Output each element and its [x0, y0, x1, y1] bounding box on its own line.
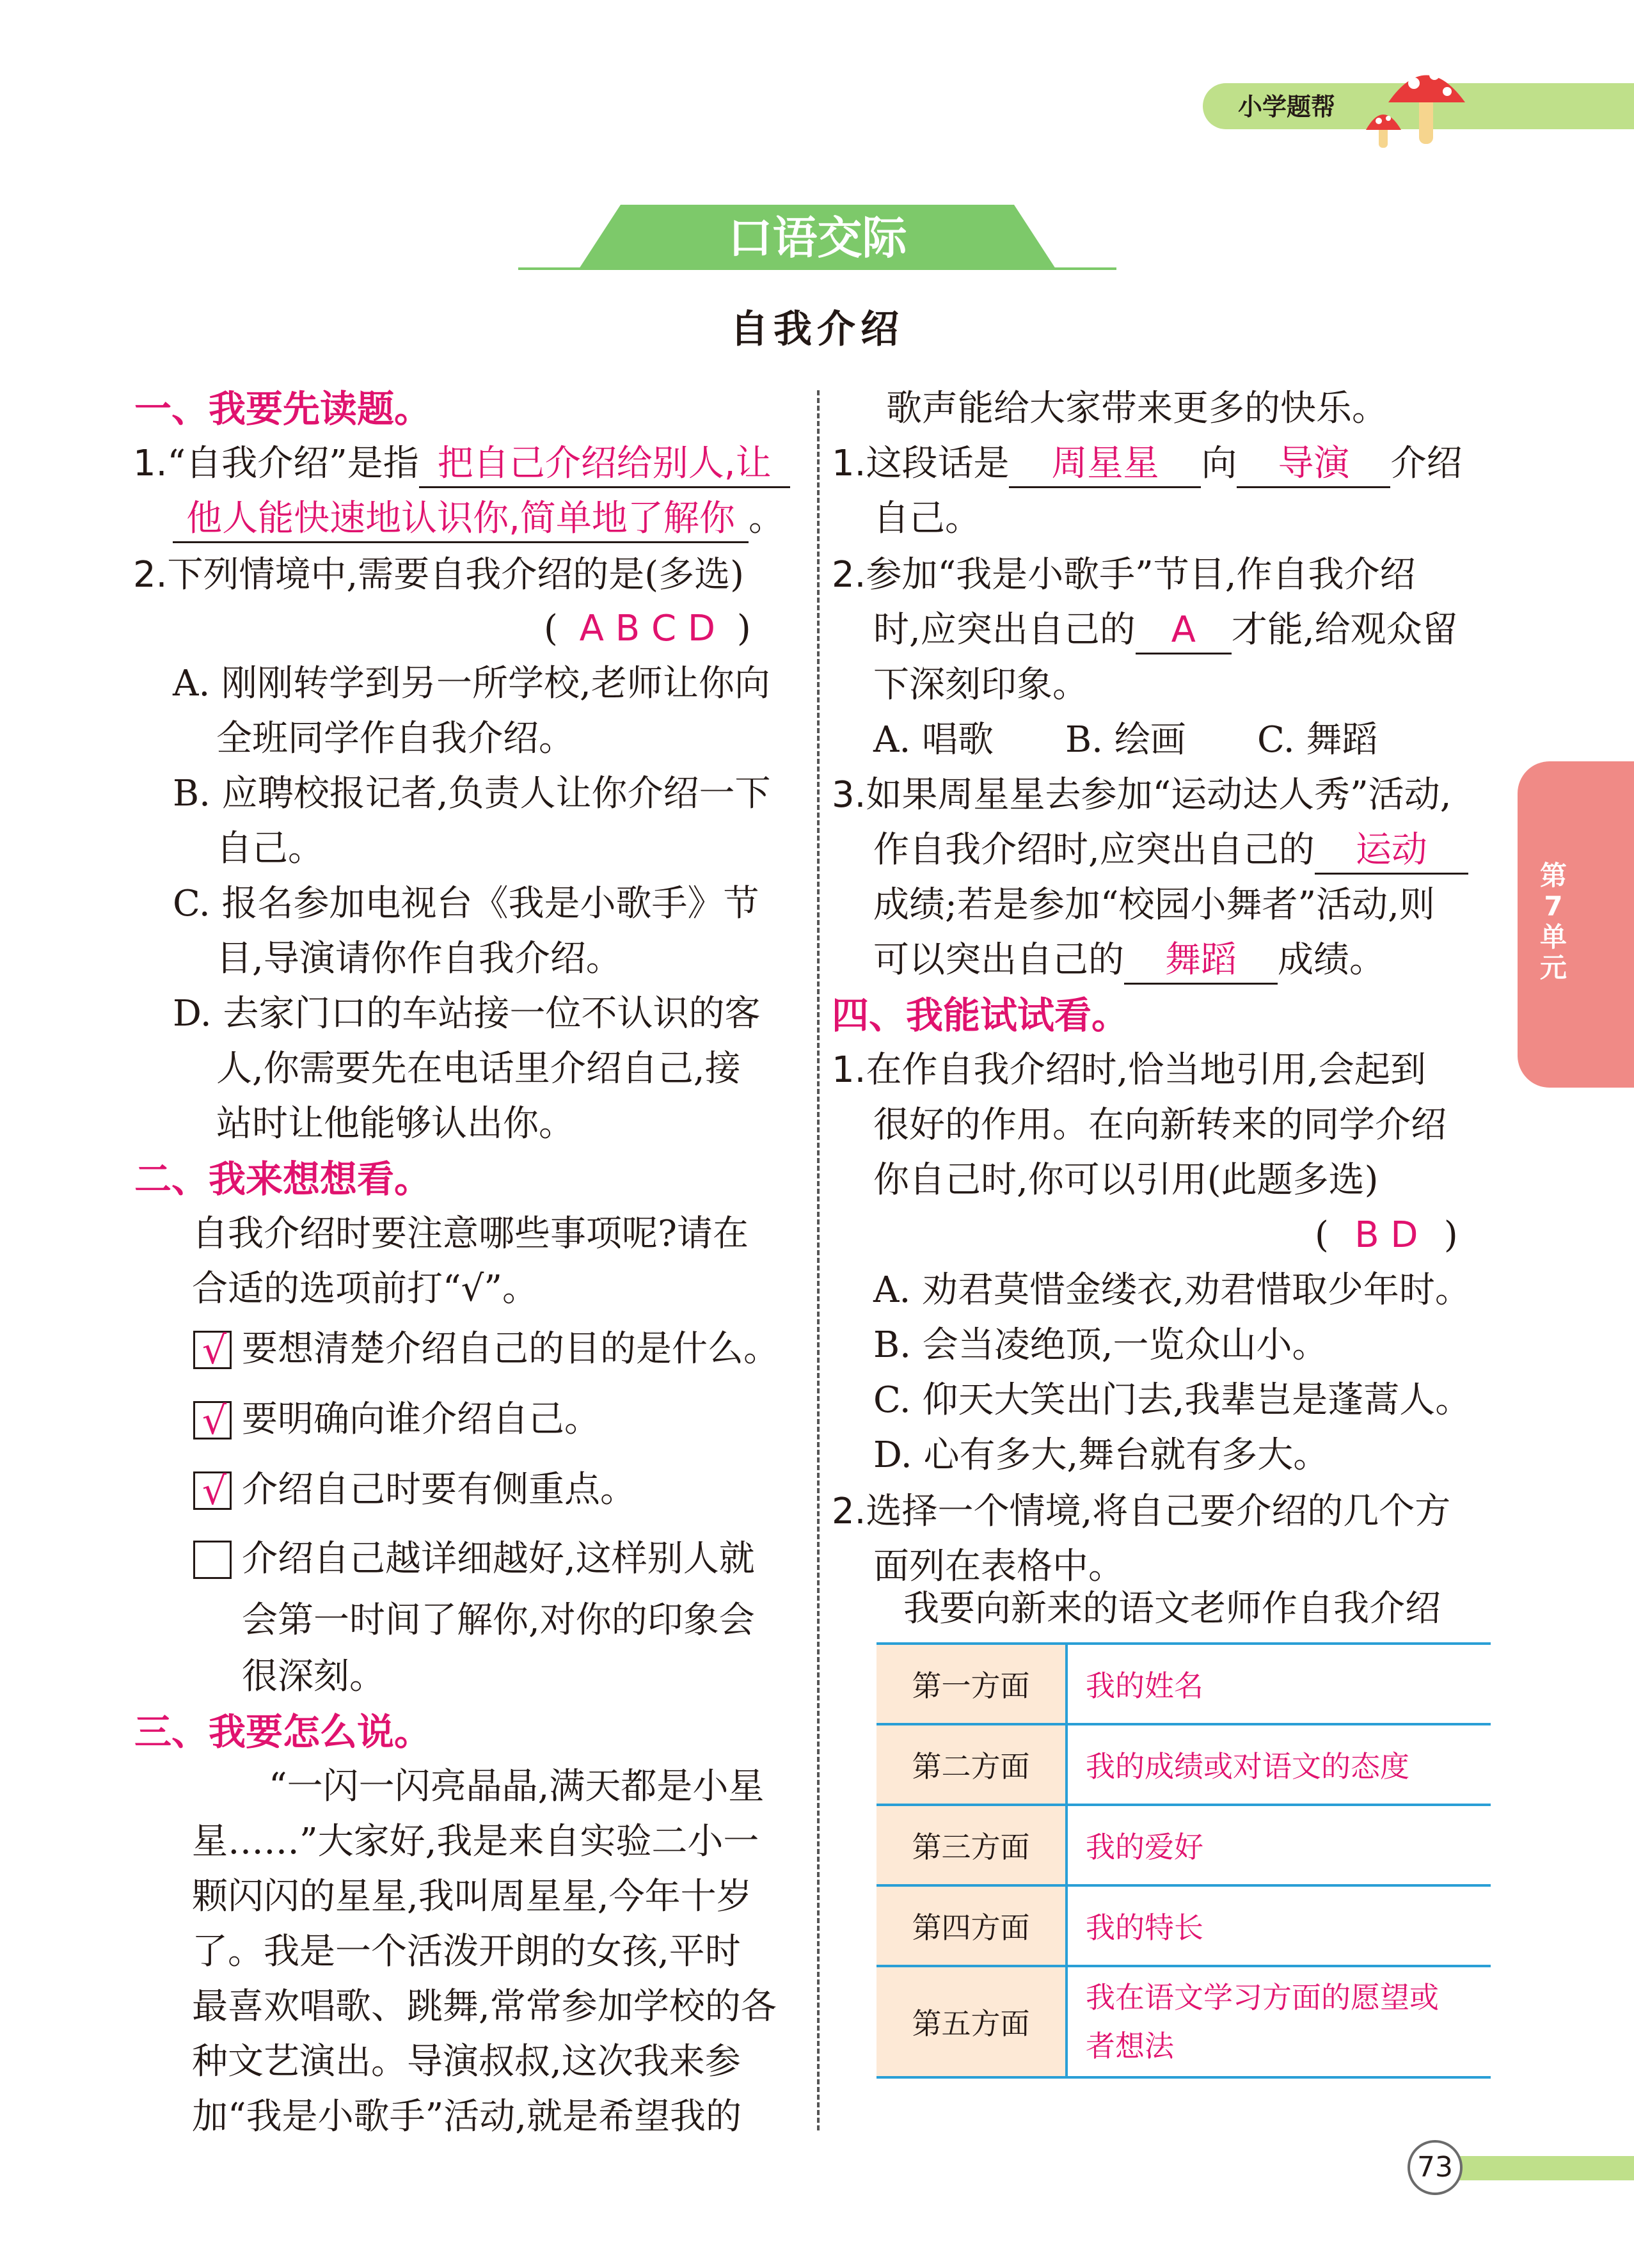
passage-line-5: 最喜欢唱歌、跳舞,常常参加学校的各 — [192, 1986, 777, 2027]
tick-mark: √ — [202, 1399, 227, 1443]
table-row-value: 我的特长 — [1067, 1885, 1491, 1966]
paren: ( — [1315, 1214, 1329, 1256]
s2-item4-line1: 介绍自己越详细越好,这样别人就 — [242, 1538, 755, 1580]
s3-q1-line2: 自己。 — [873, 498, 981, 539]
section1-heading: 一、我要先读题。 — [134, 387, 432, 431]
answer-blank: 他人能快速地认识你,简单地了解你 — [173, 496, 749, 543]
question-number: 1. — [133, 443, 168, 484]
question-text: 介绍 — [1390, 443, 1463, 484]
answer-blank: 周星星 — [1009, 441, 1201, 488]
s3-q2-option-a: A. 唱歌 — [873, 719, 994, 761]
question-text: 时,应突出自己的 — [873, 609, 1136, 651]
page-subtitle: 自我介绍 — [730, 307, 904, 352]
question-text: 作自我介绍时,应突出自己的 — [873, 829, 1315, 871]
table-row-head: 第三方面 — [876, 1805, 1067, 1885]
question-text: 如果周星星去参加“运动达人秀”活动, — [866, 774, 1452, 816]
s1-option-d-line1: D. 去家门口的车站接一位不认识的客 — [173, 993, 761, 1035]
passage-line-2: 星……”大家好,我是来自实验二小一 — [192, 1821, 759, 1862]
s3-q3-line2 — [873, 823, 1468, 878]
s4-q1-line3: 你自己时,你可以引用(此题多选) — [873, 1159, 1379, 1201]
punct: 。 — [749, 498, 784, 539]
s2-item1-text: 要想清楚介绍自己的目的是什么。 — [242, 1328, 779, 1370]
question-text: 下列情境中,需要自我介绍的是(多选) — [167, 554, 744, 596]
s4-q2-line1 — [832, 1484, 1450, 1539]
question-text: 成绩。 — [1278, 939, 1385, 981]
s2-item3-text: 介绍自己时要有侧重点。 — [242, 1469, 636, 1511]
paren: ( — [544, 608, 558, 649]
aspects-table — [876, 1642, 1491, 2079]
question-text: 向 — [1201, 443, 1237, 484]
s4-q1-option-d: D. 心有多大,舞台就有多大。 — [873, 1434, 1329, 1476]
s2-item4-line3: 很深刻。 — [242, 1656, 385, 1697]
s4-q1-answer — [1315, 1208, 1458, 1263]
paren: ) — [736, 608, 751, 649]
passage-line-7: 加“我是小歌手”活动,就是希望我的 — [192, 2096, 742, 2137]
question-text: 选择一个情境,将自己要介绍的几个方 — [866, 1491, 1451, 1532]
question-text: 可以突出自己的 — [873, 939, 1124, 981]
checkbox-2[interactable] — [193, 1399, 232, 1443]
s4-q1-option-b: B. 会当凌绝顶,一览众山小。 — [873, 1324, 1328, 1366]
answer-text: B D — [1354, 1214, 1418, 1256]
question-text: 参加“我是小歌手”节目,作自我介绍 — [866, 554, 1416, 596]
s1-option-c-line1: C. 报名参加电视台《我是小歌手》节 — [173, 883, 759, 924]
s4-q1-option-c: C. 仰天大笑出门去,我辈岂是蓬蒿人。 — [873, 1379, 1471, 1421]
s2-item4-line2: 会第一时间了解你,对你的印象会 — [242, 1599, 755, 1641]
checkbox-3[interactable] — [193, 1469, 232, 1514]
s4-q1-line1 — [832, 1043, 1426, 1098]
s3-q2-line3: 下深刻印象。 — [873, 664, 1088, 706]
s3-q2-option-b: B. 绘画 — [1065, 719, 1186, 761]
tick-mark: √ — [202, 1469, 227, 1514]
table-row-value: 我的爱好 — [1067, 1805, 1491, 1885]
passage-line-1: “一闪一闪亮晶晶,满天都是小星 — [269, 1766, 765, 1807]
table-row — [876, 1644, 1491, 1724]
column-divider — [817, 390, 820, 2130]
passage-line-3: 颗闪闪的星星,我叫周星星,今年十岁 — [192, 1876, 752, 1917]
banner-title: 口语交际 — [727, 212, 907, 264]
question-number: 2. — [133, 554, 168, 596]
mushroom-icon — [1363, 54, 1478, 150]
s3-q1-line1 — [832, 436, 1462, 491]
table-row — [876, 1966, 1491, 2077]
s4-q2-line2: 面列在表格中。 — [873, 1546, 1124, 1587]
table-row — [876, 1805, 1491, 1885]
s3-q2-line1 — [832, 548, 1416, 603]
s1-option-a-line1: A. 刚刚转学到另一所学校,老师让你向 — [173, 663, 770, 704]
checkbox-1[interactable] — [193, 1328, 232, 1373]
table-row — [876, 1885, 1491, 1966]
passage-line-4: 了。我是一个活泼开朗的女孩,平时 — [192, 1931, 741, 1972]
table-value-line2: 者想法 — [1086, 2029, 1174, 2063]
brand-label: 小学题帮 — [1238, 93, 1336, 121]
question-number: 2. — [832, 554, 866, 596]
s1-option-b-line2: 自己。 — [216, 828, 324, 869]
s1-q2-answer — [544, 601, 751, 656]
tick-mark: √ — [202, 1328, 227, 1373]
s3-q2-line2 — [873, 603, 1458, 658]
s2-intro-line1: 自我介绍时要注意哪些事项呢?请在 — [192, 1213, 749, 1255]
passage-line-6: 种文艺演出。导演叔叔,这次我来参 — [192, 2041, 741, 2082]
answer-blank: 把自己介绍给别人,让 — [419, 441, 790, 488]
s1-q1-line2 — [173, 491, 784, 546]
answer-text: A B C D — [579, 608, 716, 649]
passage-line-8: 歌声能给大家带来更多的快乐。 — [886, 388, 1388, 429]
answer-blank: 运动 — [1315, 828, 1468, 875]
section2-heading: 二、我来想想看。 — [134, 1157, 432, 1201]
footer-bar — [1452, 2156, 1634, 2180]
question-number: 1. — [832, 443, 866, 484]
checkbox-4[interactable] — [193, 1541, 232, 1579]
table-row-head: 第一方面 — [876, 1644, 1067, 1724]
question-number: 1. — [832, 1049, 866, 1091]
table-row-head: 第五方面 — [876, 1966, 1067, 2077]
s3-q2-option-c: C. 舞蹈 — [1257, 719, 1378, 761]
question-text: 在作自我介绍时,恰当地引用,会起到 — [866, 1049, 1427, 1091]
table-row-value: 我的成绩或对语文的态度 — [1067, 1724, 1491, 1805]
table-title: 我要向新来的语文老师作自我介绍 — [903, 1588, 1441, 1630]
s2-intro-line2: 合适的选项前打“√”。 — [192, 1268, 538, 1310]
table-row-head: 第四方面 — [876, 1885, 1067, 1966]
question-text: 这段话是 — [866, 443, 1010, 484]
question-text: 才能,给观众留 — [1231, 609, 1458, 651]
answer-blank: A — [1136, 608, 1232, 654]
s4-q1-line2: 很好的作用。在向新转来的同学介绍 — [873, 1104, 1447, 1146]
s1-option-b-line1: B. 应聘校报记者,负责人让你介绍一下 — [173, 773, 771, 814]
answer-blank: 舞蹈 — [1124, 938, 1278, 985]
s1-q1-line1 — [133, 436, 790, 491]
s2-item2-text: 要明确向谁介绍自己。 — [242, 1399, 600, 1440]
question-number: 2. — [832, 1491, 866, 1532]
table-row-value: 我的姓名 — [1067, 1644, 1491, 1724]
table-row-head: 第二方面 — [876, 1724, 1067, 1805]
section3-heading: 三、我要怎么说。 — [134, 1710, 432, 1754]
s1-q2-line1 — [133, 548, 744, 603]
s4-q1-option-a: A. 劝君莫惜金缕衣,劝君惜取少年时。 — [873, 1269, 1471, 1311]
s3-q3-line3: 成绩;若是参加“校园小舞者”活动,则 — [873, 884, 1435, 926]
unit-tab-label: 第7单元 — [1539, 860, 1567, 983]
question-text: “自我介绍”是指 — [167, 443, 419, 484]
s1-option-c-line2: 目,导演请你作自我介绍。 — [216, 938, 622, 979]
question-number: 3. — [832, 774, 866, 816]
s3-q3-line4 — [873, 933, 1385, 988]
answer-blank: 导演 — [1237, 441, 1390, 488]
table-row-value — [1067, 1966, 1491, 2077]
s1-option-d-line2: 人,你需要先在电话里介绍自己,接 — [216, 1048, 741, 1090]
table-row — [876, 1724, 1491, 1805]
paren: ) — [1443, 1214, 1458, 1256]
s1-option-d-line3: 站时让他能够认出你。 — [216, 1103, 575, 1145]
section4-heading: 四、我能试试看。 — [832, 994, 1129, 1037]
page-number: 73 — [1408, 2140, 1463, 2195]
s3-q3-line1 — [832, 768, 1452, 823]
s1-option-a-line2: 全班同学作自我介绍。 — [216, 718, 575, 759]
table-value-line1: 我在语文学习方面的愿望或 — [1086, 1980, 1439, 2015]
